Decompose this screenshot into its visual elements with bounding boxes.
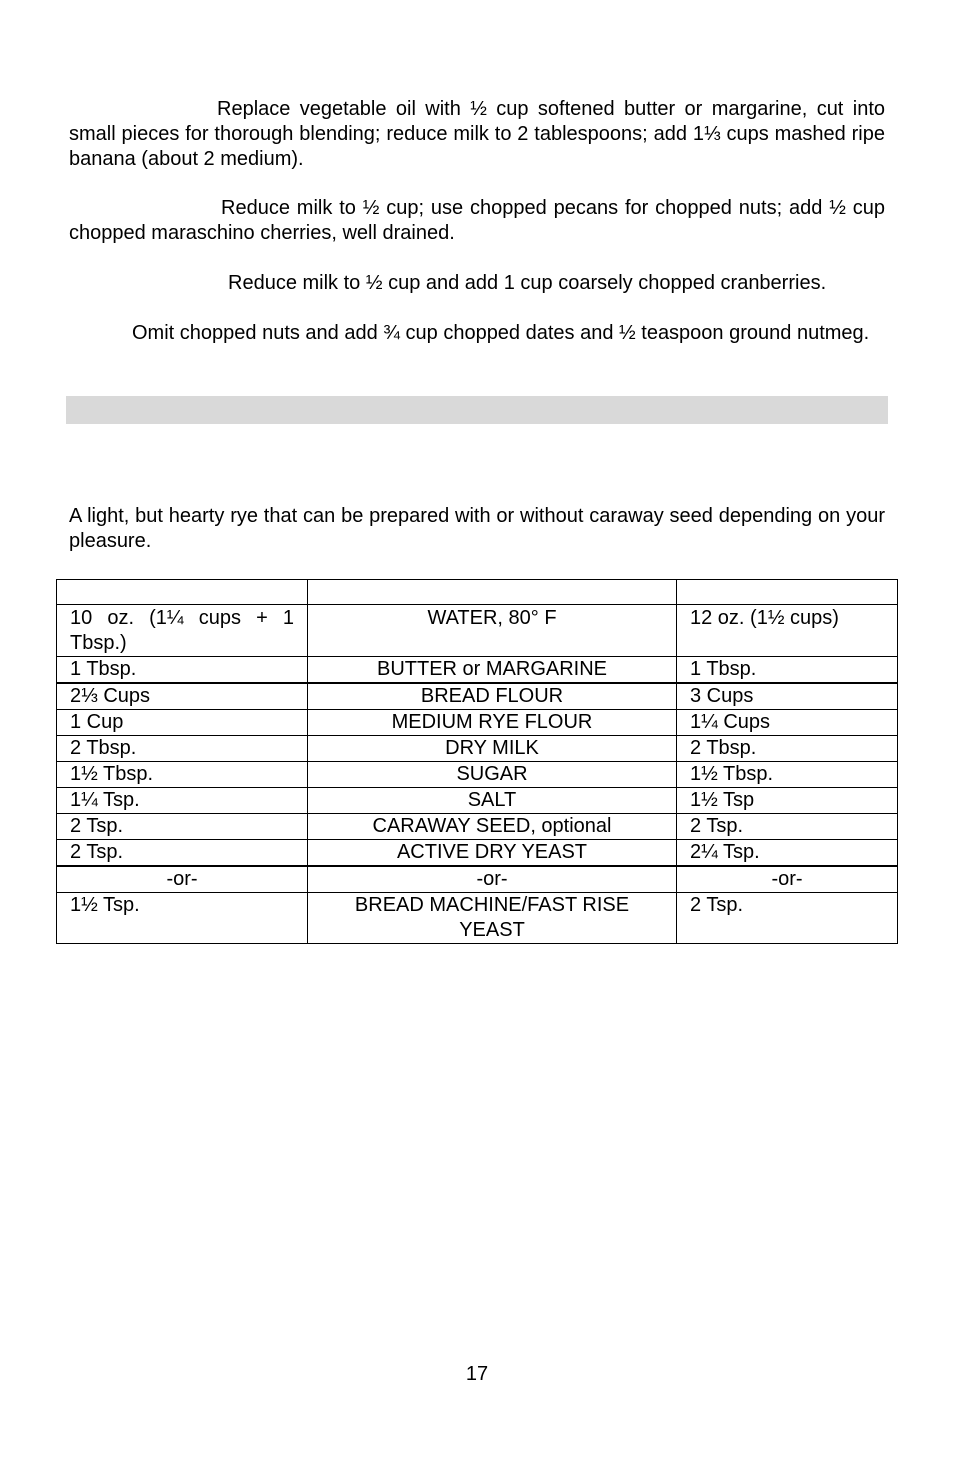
large-amount-cell: -or-: [677, 866, 898, 893]
variation-paragraph-date: [69, 321, 885, 346]
large-amount-cell: 2 Tsp.: [677, 814, 898, 840]
recipe-description: A light, but hearty rye that can be prepared with or without caraway seed depending on your pleasure.: [69, 505, 885, 552]
ingredient-cell: ACTIVE DRY YEAST: [308, 840, 677, 867]
variation-paragraph-cherry: [69, 196, 885, 246]
large-amount-cell: 3 Cups: [677, 683, 898, 710]
large-amount-cell: 2 Tsp.: [677, 893, 898, 944]
small-amount-cell: -or-: [57, 866, 308, 893]
small-amount-cell: 2 Tsp.: [57, 840, 308, 867]
variation-text: Reduce milk to ½ cup and add 1 cup coarsely chopped cranberries.: [228, 272, 827, 294]
small-amount-cell: 1 Cup: [57, 710, 308, 736]
page-number: 17: [465, 1363, 489, 1385]
header-cell-large: [677, 580, 898, 605]
table-row: [57, 840, 898, 867]
small-amount-cell: 2 Tbsp.: [57, 736, 308, 762]
ingredient-cell: BREAD FLOUR: [308, 683, 677, 710]
large-amount-cell: 1 Tbsp.: [677, 657, 898, 684]
table-row: [57, 762, 898, 788]
table-row: [57, 657, 898, 684]
table-row: [57, 788, 898, 814]
table-row-or: [57, 866, 898, 893]
ingredient-cell: SALT: [308, 788, 677, 814]
variation-paragraph-cranberry: [69, 271, 885, 296]
variation-paragraph-banana: [69, 97, 885, 172]
variation-text: Omit chopped nuts and add ¾ cup chopped dates and ½ teaspoon ground nutmeg.: [132, 322, 870, 344]
table-row: [57, 710, 898, 736]
table-row: [57, 683, 898, 710]
ingredients-table: [56, 579, 898, 944]
large-amount-cell: 1½ Tbsp.: [677, 762, 898, 788]
small-amount-cell: 2⅓ Cups: [57, 683, 308, 710]
small-amount-cell: 10 oz. (1¼ cups + 1 Tbsp.): [57, 605, 308, 657]
ingredient-cell: SUGAR: [308, 762, 677, 788]
table-row: [57, 893, 898, 944]
variation-text: Reduce milk to ½ cup; use chopped pecans for chopped nuts; add ½ cup chopped maraschino cherries, well drained.: [69, 197, 885, 244]
ingredient-cell: BUTTER or MARGARINE: [308, 657, 677, 684]
ingredient-cell: BREAD MACHINE/FAST RISE YEAST: [308, 893, 677, 944]
table-header-row: [57, 580, 898, 605]
small-amount-cell: 1¼ Tsp.: [57, 788, 308, 814]
small-amount-cell: 2 Tsp.: [57, 814, 308, 840]
table-row: [57, 605, 898, 657]
large-amount-cell: 1¼ Cups: [677, 710, 898, 736]
large-amount-cell: 2¼ Tsp.: [677, 840, 898, 867]
section-title-bar: [66, 396, 888, 424]
ingredient-cell: CARAWAY SEED, optional: [308, 814, 677, 840]
header-cell-ingredient: [308, 580, 677, 605]
header-cell-small: [57, 580, 308, 605]
small-amount-cell: 1½ Tsp.: [57, 893, 308, 944]
ingredient-cell: -or-: [308, 866, 677, 893]
large-amount-cell: 2 Tbsp.: [677, 736, 898, 762]
table-row: [57, 814, 898, 840]
small-amount-cell: 1½ Tbsp.: [57, 762, 308, 788]
large-amount-cell: 12 oz. (1½ cups): [677, 605, 898, 657]
ingredient-cell: WATER, 80° F: [308, 605, 677, 657]
ingredient-cell: MEDIUM RYE FLOUR: [308, 710, 677, 736]
ingredient-cell: DRY MILK: [308, 736, 677, 762]
variation-text: Replace vegetable oil with ½ cup softened butter or margarine, cut into small pieces for thorough blending; reduce milk to 2 tablespoons; add 1⅓ cups mashed ripe banana (about 2 medium).: [69, 98, 885, 170]
table-row: [57, 736, 898, 762]
large-amount-cell: 1½ Tsp: [677, 788, 898, 814]
small-amount-cell: 1 Tbsp.: [57, 657, 308, 684]
